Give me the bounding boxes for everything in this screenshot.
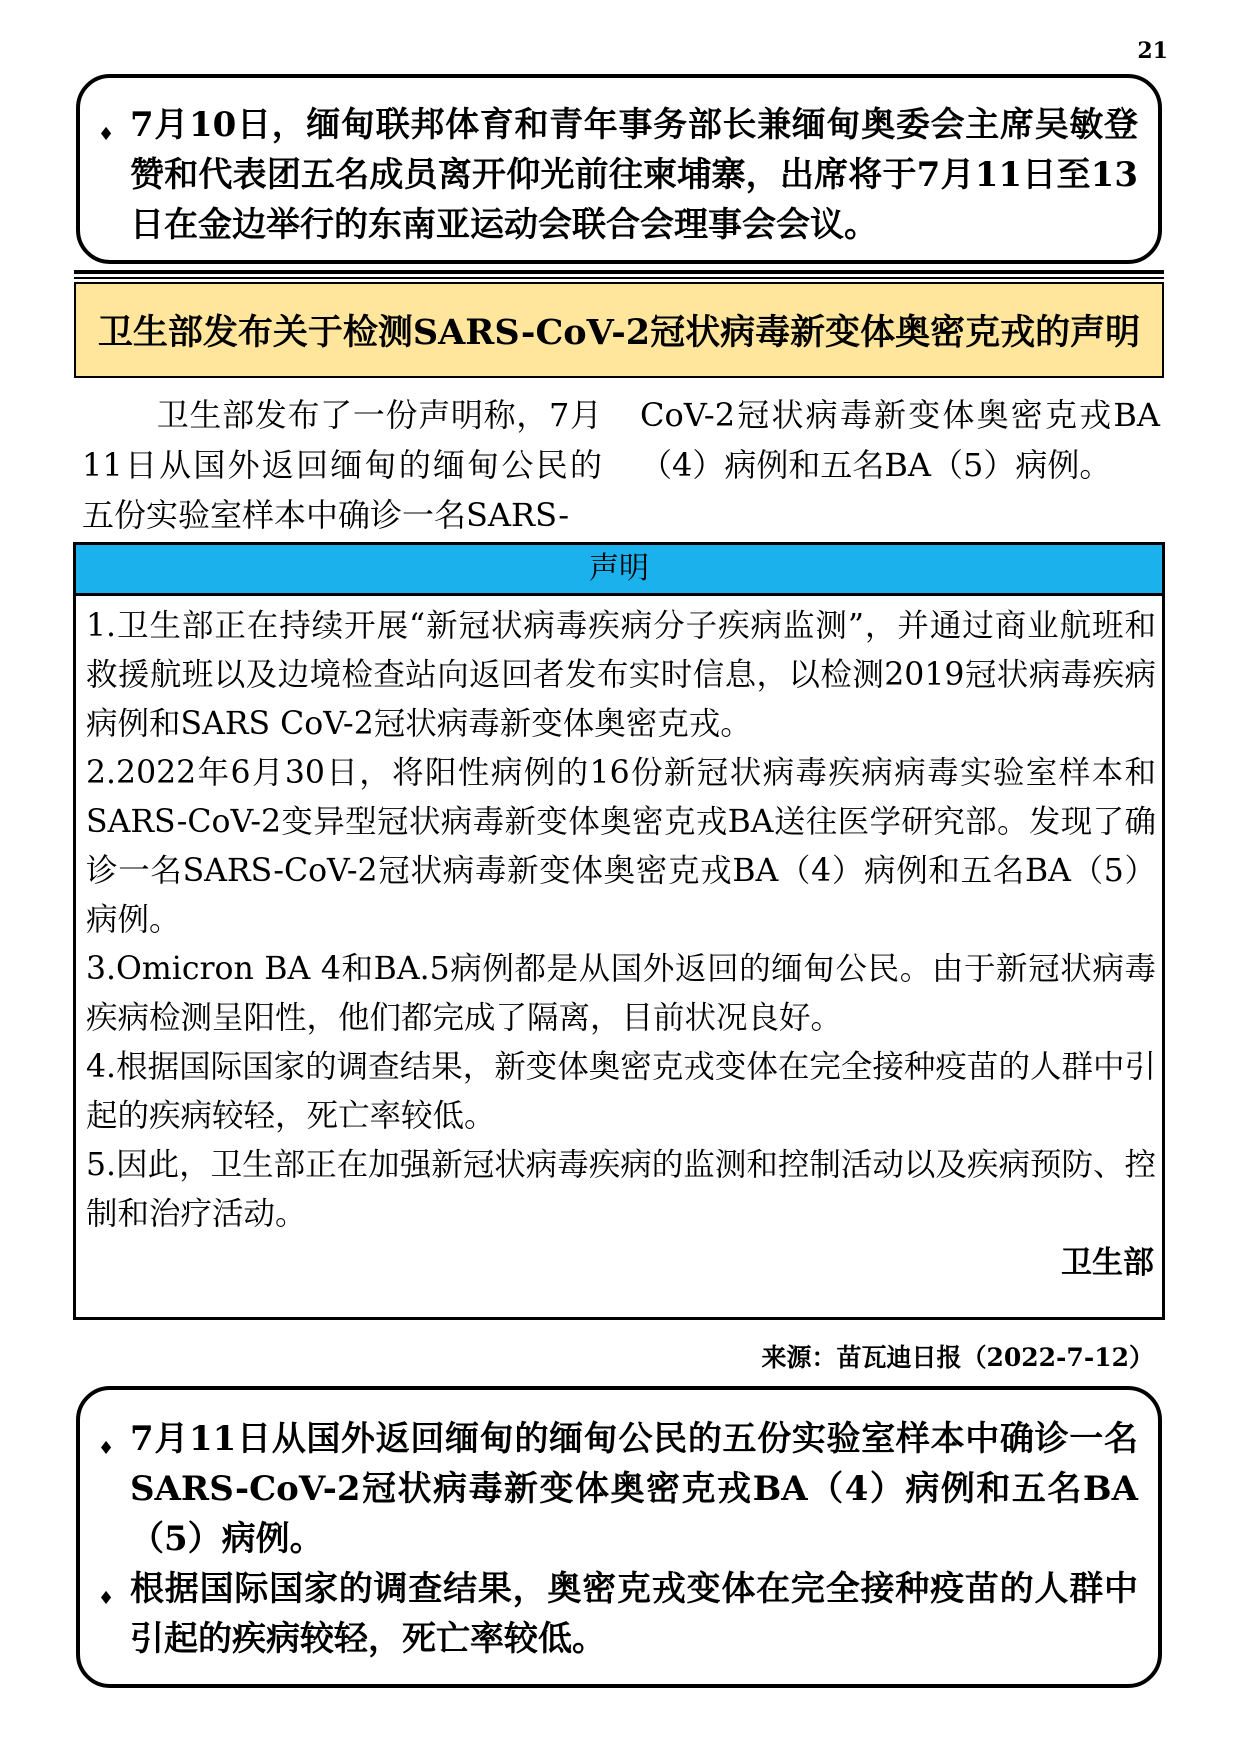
statement-paragraph: 3.Omicron BA 4和BA.5病例都是从国外返回的缅甸公民。由于新冠状病毒疾病检测呈阳性，他们都完成了隔离，目前状况良好。 (86, 951, 1156, 1036)
statement-paragraph: 4.根据国际国家的调查结果，新变体奥密克戎变体在完全接种疫苗的人群中引起的疾病较轻，死亡率较低。 (86, 1049, 1156, 1134)
headline-text: 卫生部发布关于检测SARS-CoV-2冠状病毒新变体奥密克戎的声明 (97, 312, 1141, 353)
page-number: 21 (1137, 38, 1168, 64)
statement-paragraph: 5.因此，卫生部正在加强新冠状病毒疾病的监测和控制活动以及疾病预防、控制和治疗活动。 (86, 1147, 1156, 1232)
article-headline (74, 282, 1164, 378)
bullet-text: 根据国际国家的调查结果，奥密克戎变体在完全接种疫苗的人群中引起的疾病较轻，死亡率较低。 (130, 1569, 1138, 1659)
statement-signature: 卫生部 (1061, 1245, 1154, 1281)
source-citation: 来源：苗瓦迪日报（2022-7-12） (761, 1343, 1154, 1372)
diamond-bullet-icon: ♦ (98, 124, 115, 145)
summary-box-bottom (76, 1386, 1162, 1688)
diamond-bullet-icon: ♦ (98, 1588, 115, 1609)
statement-body (76, 596, 1162, 1287)
bullet-text: 7月10日，缅甸联邦体育和青年事务部长兼缅甸奥委会主席吴敏登赞和代表团五名成员离开仰光前往柬埔寨，出席将于7月11日至13日在金边举行的东南亚运动会联合会理事会会议。 (130, 105, 1138, 245)
intro-column-left (82, 390, 602, 540)
intro-column-right (640, 390, 1160, 490)
bullet-item (98, 1564, 1138, 1664)
bullet-text: 7月11日从国外返回缅甸的缅甸公民的五份实验室样本中确诊一名SARS-CoV-2冠状病毒新变体奥密克戎BA（4）病例和五名BA（5）病例。 (130, 1419, 1138, 1559)
statement-box (73, 542, 1165, 1320)
section-divider (74, 270, 1164, 279)
summary-box-top (76, 74, 1162, 264)
bullet-item (98, 1414, 1138, 1564)
statement-header: 声明 (76, 545, 1162, 596)
bullet-item (98, 100, 1138, 250)
diamond-bullet-icon: ♦ (98, 1438, 115, 1459)
intro-text-left: 卫生部发布了一份声明称，7月11日从国外返回缅甸的缅甸公民的五份实验室样本中确诊一名SARS- (82, 396, 602, 534)
statement-paragraph: 2.2022年6月30日，将阳性病例的16份新冠状病毒疾病病毒实验室样本和SARS-CoV-2变异型冠状病毒新变体奥密克戎BA送往医学研究部。发现了确诊一名SARS-CoV-2冠状病毒新变体奥密克戎BA（4）病例和五名BA（5）病例。 (86, 755, 1156, 938)
intro-text-right: CoV-2冠状病毒新变体奥密克戎BA（4）病例和五名BA（5）病例。 (640, 396, 1160, 484)
statement-paragraph: 1.卫生部正在持续开展“新冠状病毒疾病分子疾病监测”，并通过商业航班和救援航班以及边境检查站向返回者发布实时信息，以检测2019冠状病毒疾病病例和SARS CoV-2冠状病毒新变体奥密克戎。 (86, 608, 1156, 742)
